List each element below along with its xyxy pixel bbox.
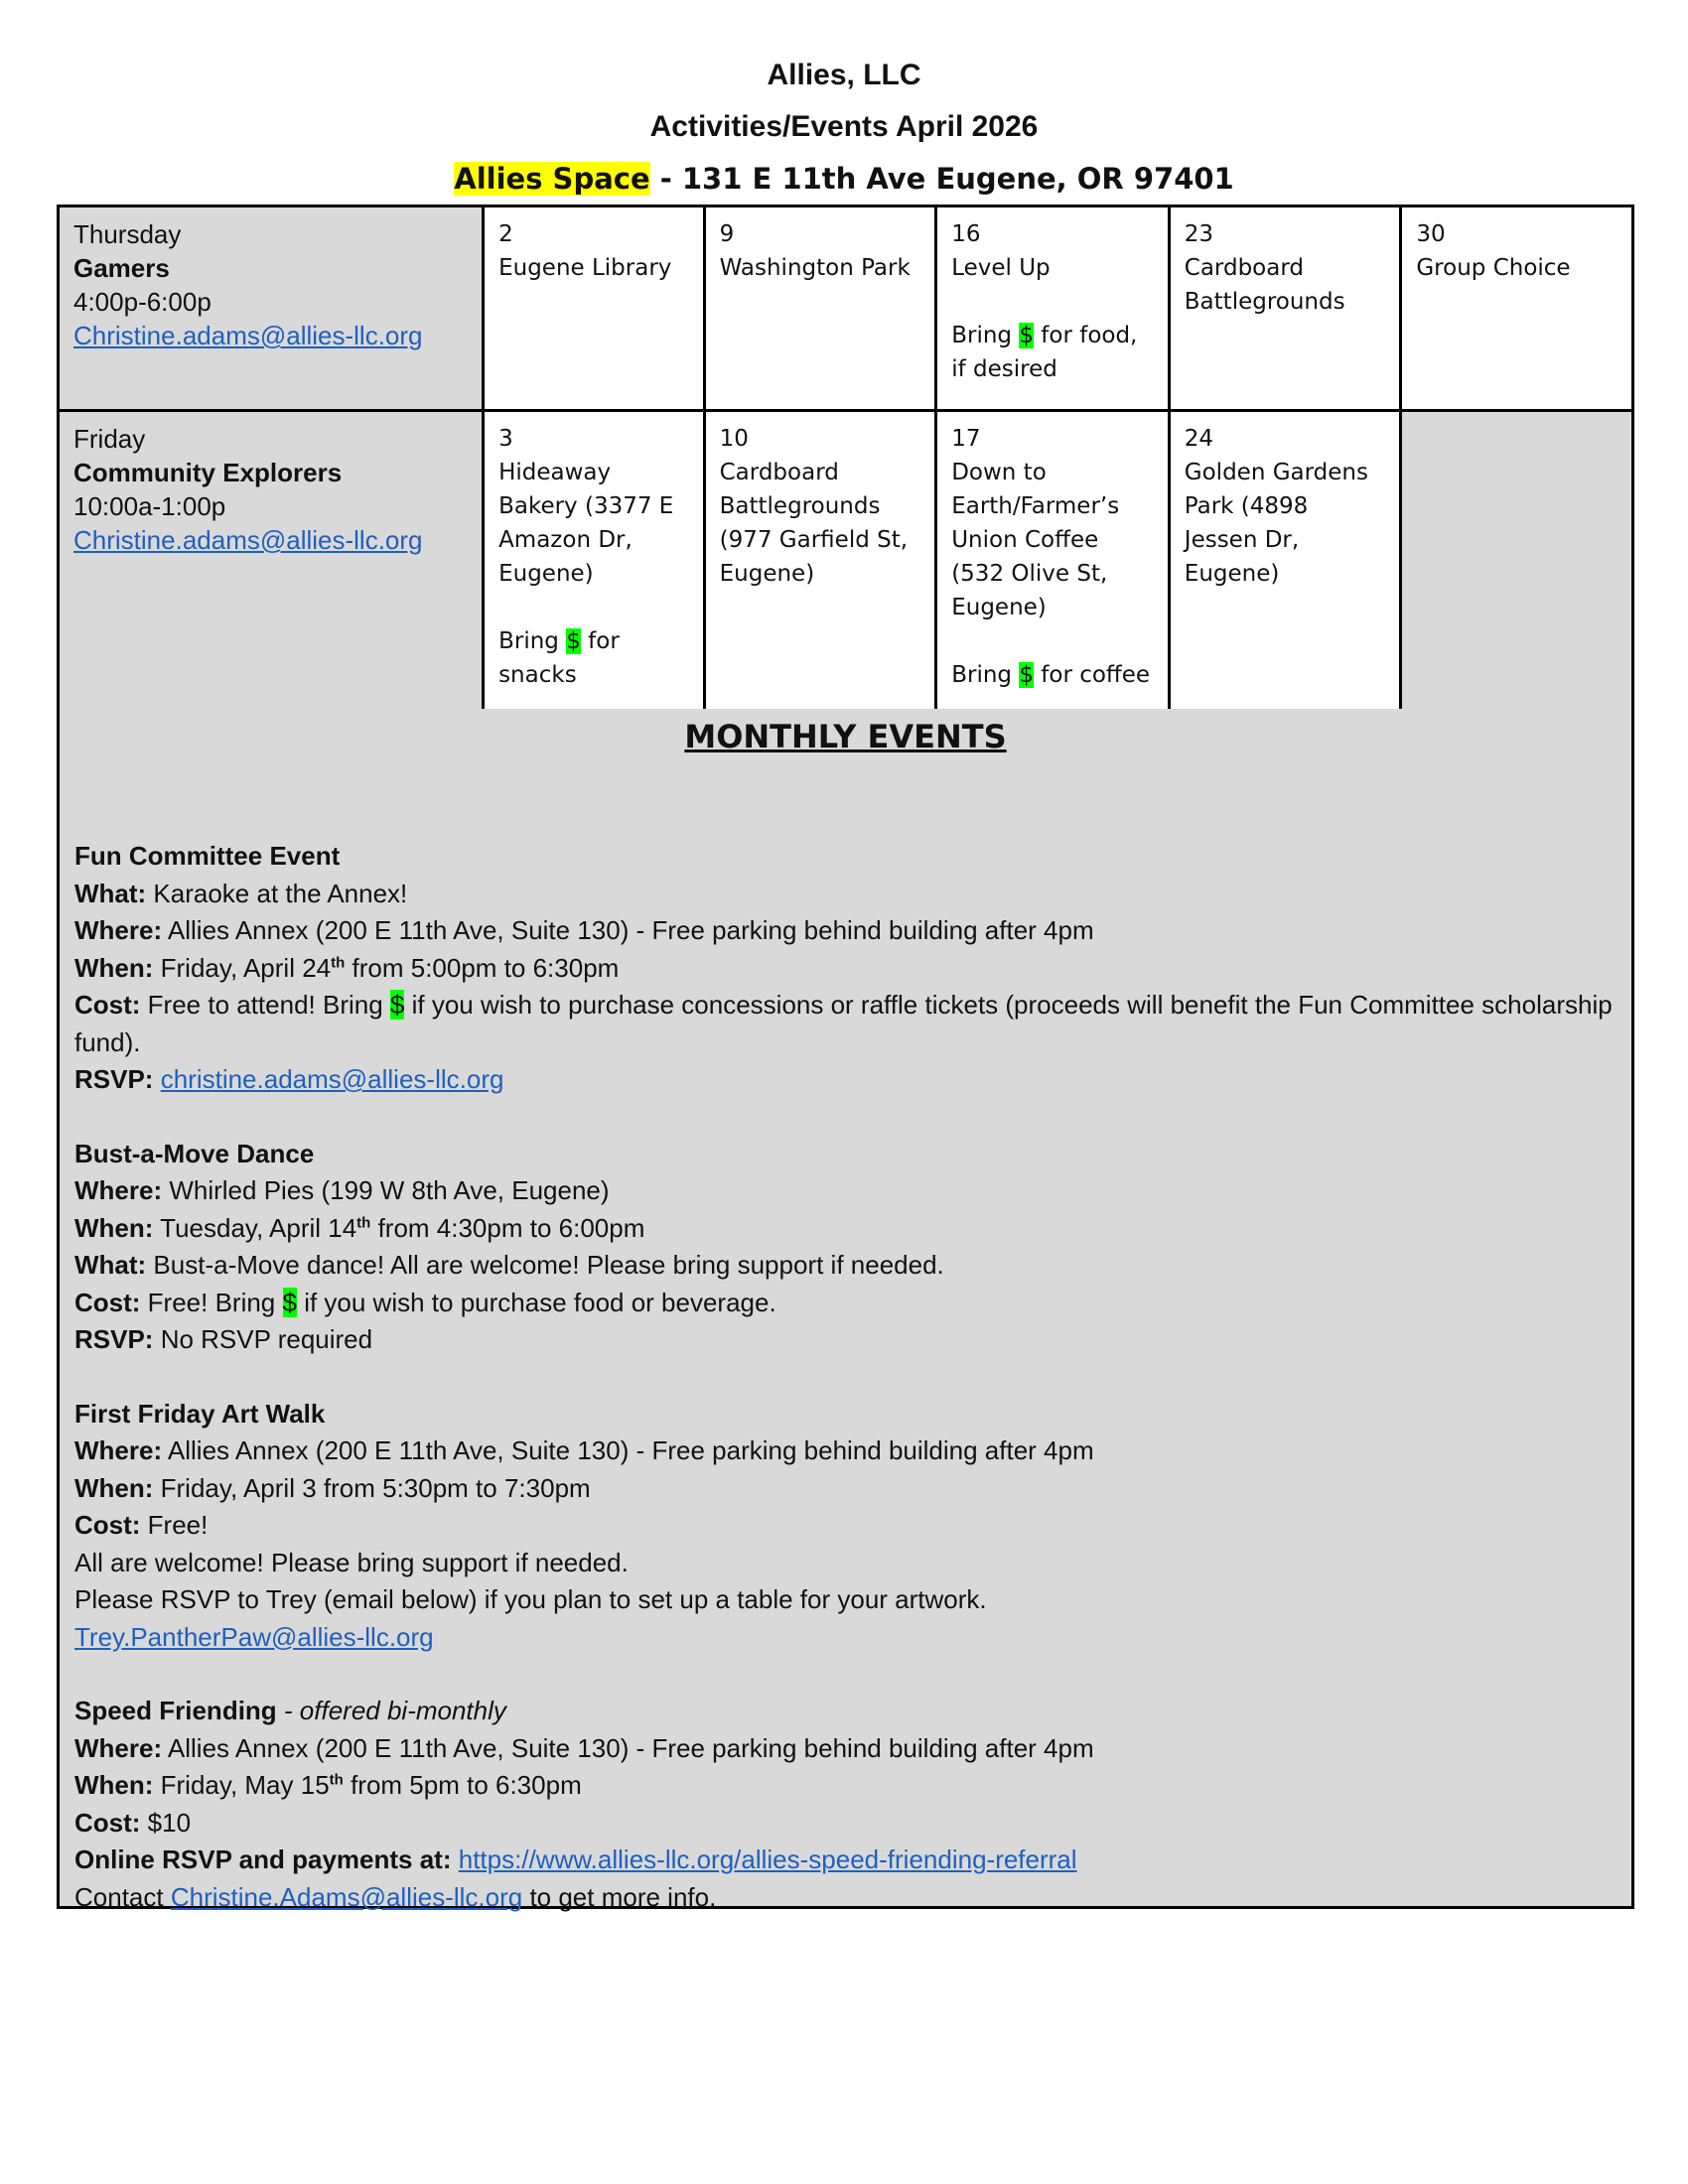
event-fun-committee: Fun Committee Event What: Karaoke at the Annex! Where: Allies Annex (200 E 11th Ave, Suite 130) - Free parking behind building after 4pm When: Friday, April 24th from 5:00pm to 6:30pm Cost: Free to attend! Bring $ if you wish to purchase concessions or raffle tickets (proceeds will benefit the Fun Committee scholarship fund). RSVP: christine.adams@allies-llc.org [74, 841, 1613, 1094]
program-day: Thursday [73, 219, 182, 249]
date-place: Down to Earth/Farmer’s Union Coffee (532 Olive St, Eugene) [951, 460, 1120, 620]
program-email-link[interactable]: Christine.adams@allies-llc.org [73, 525, 423, 555]
program-email-link[interactable]: Christine.adams@allies-llc.org [73, 321, 423, 350]
date-number: 30 [1416, 221, 1446, 247]
thursday-row [59, 206, 1633, 411]
venue-address: - 131 E 11th Ave Eugene, OR 97401 [649, 162, 1234, 196]
event-name: Bust-a-Move Dance [74, 1138, 315, 1168]
date-place: Cardboard Battlegrounds (977 Garfield St, Eugene) [719, 460, 909, 587]
program-cell-gamers [59, 206, 484, 411]
bring-note: Bring $ for food, if desired [951, 323, 1138, 382]
date-place: Hideaway Bakery (3377 E Amazon Dr, Eugene) [498, 460, 674, 587]
event-speed-friending: Speed Friending - offered bi-monthly Where: Allies Annex (200 E 11th Ave, Suite 130) - Free parking behind building after 4pm When: Friday, May 15th from 5pm to 6:30pm Cost: $10 Online RSVP and payments at: https://www.allies-llc.org/allies-speed-friending-referral Contact Christine.Adams@allies-llc.org to get more info. [74, 1696, 1094, 1912]
bring-note: Bring $ for coffee [951, 662, 1151, 688]
venue-name: Allies Space [454, 162, 650, 196]
event-name: Fun Committee Event [74, 841, 341, 871]
empty-date-cell [1401, 411, 1633, 712]
date-number: 16 [951, 221, 981, 247]
monthly-title: MONTHLY EVENTS [684, 718, 1007, 755]
event-name: First Friday Art Walk [74, 1398, 326, 1429]
dollar-icon: $ [389, 990, 405, 1020]
date-number: 2 [498, 221, 513, 247]
date-number: 17 [951, 426, 981, 452]
rsvp-email-link[interactable]: christine.adams@allies-llc.org [160, 1064, 504, 1094]
date-number: 10 [719, 426, 749, 452]
date-cell [936, 411, 1170, 712]
date-number: 24 [1184, 426, 1214, 452]
program-time: 10:00a-1:00p [73, 491, 226, 521]
date-number: 9 [719, 221, 735, 247]
page-header [0, 50, 1688, 205]
date-place: Group Choice [1416, 255, 1571, 281]
date-place: Level Up [951, 255, 1051, 281]
date-cell [1401, 206, 1633, 411]
event-art-walk: First Friday Art Walk Where: Allies Annex (200 E 11th Ave, Suite 130) - Free parking behind building after 4pm When: Friday, April 3 from 5:30pm to 7:30pm Cost: Free! All are welcome! Please bring support if needed. Please RSVP to Trey (email below) if you plan to set up a table for your artwork. Trey.PantherPaw@allies-llc.org [74, 1398, 1094, 1652]
program-time: 4:00p-6:00p [73, 287, 211, 317]
dollar-icon: $ [282, 1287, 297, 1317]
date-number: 3 [498, 426, 513, 452]
schedule-table [57, 205, 1634, 713]
date-cell [484, 206, 705, 411]
program-day: Friday [73, 424, 146, 454]
friday-row [59, 411, 1633, 712]
date-cell [1169, 411, 1401, 712]
event-note: - offered bi-monthly [276, 1696, 506, 1725]
date-place: Golden Gardens Park (4898 Jessen Dr, Eugene) [1184, 460, 1368, 587]
contact-email-link[interactable]: Christine.Adams@allies-llc.org [170, 1881, 523, 1912]
date-cell [936, 206, 1170, 411]
bring-note: Bring $ for snacks [498, 628, 620, 688]
date-place: Washington Park [719, 255, 911, 281]
date-cell [484, 411, 705, 712]
org-name: Allies, LLC [767, 59, 921, 91]
date-cell [704, 206, 936, 411]
date-place: Eugene Library [498, 255, 672, 281]
event-dance: Bust-a-Move Dance Where: Whirled Pies (199 W 8th Ave, Eugene) When: Tuesday, April 14th from 4:30pm to 6:00pm What: Bust-a-Move dance! All are welcome! Please bring support if needed. Cost: Free! Bring $ if you wish to purchase food or beverage. RSVP: No RSVP required [74, 1138, 944, 1354]
dollar-icon: $ [566, 628, 581, 654]
venue-line [0, 153, 1688, 205]
date-cell [1169, 206, 1401, 411]
program-cell-explorers [59, 411, 484, 712]
date-place: Cardboard Battlegrounds [1184, 255, 1345, 315]
speed-friending-url-link[interactable]: https://www.allies-llc.org/allies-speed-friending-referral [458, 1844, 1077, 1874]
dollar-icon: $ [1019, 662, 1034, 688]
event-name: Speed Friending [74, 1696, 277, 1725]
monthly-events [57, 709, 1634, 1912]
date-number: 23 [1184, 221, 1214, 247]
trey-email-link[interactable]: Trey.PantherPaw@allies-llc.org [74, 1621, 434, 1652]
program-name: Gamers [73, 253, 170, 283]
dollar-icon: $ [1019, 323, 1034, 348]
date-cell [704, 411, 936, 712]
program-name: Community Explorers [73, 458, 343, 487]
page-title: Activities/Events April 2026 [649, 110, 1039, 143]
